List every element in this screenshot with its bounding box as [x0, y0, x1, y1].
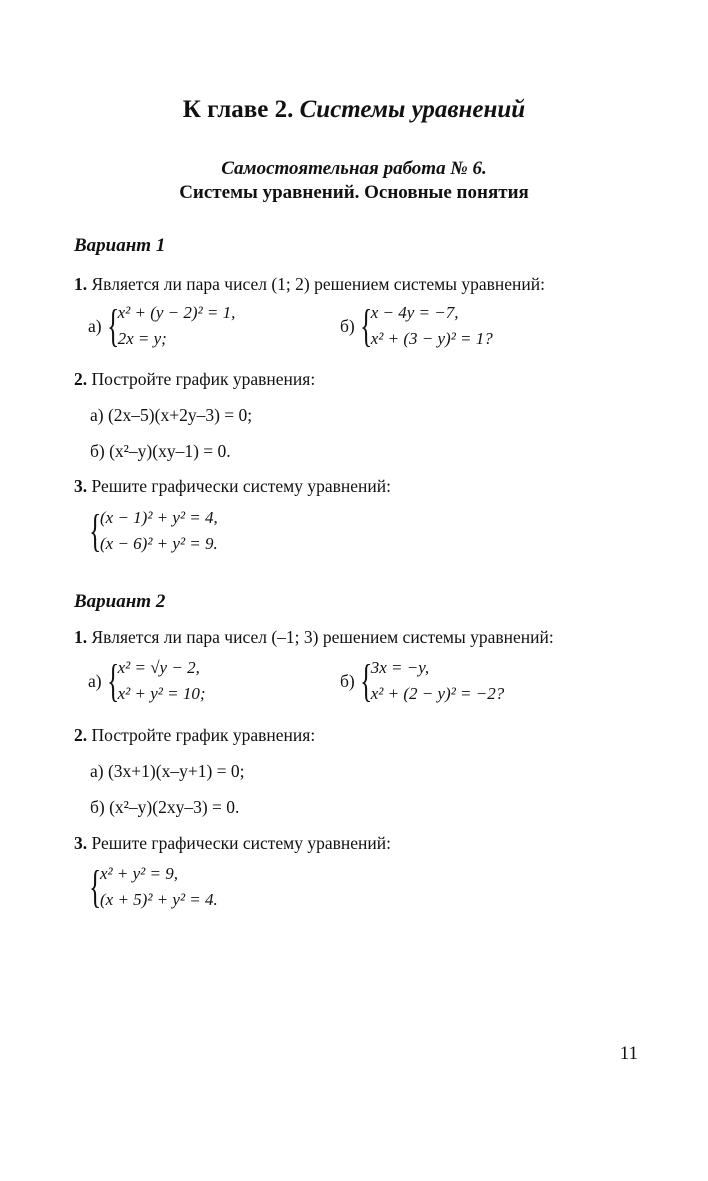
brace-icon: {	[106, 655, 119, 706]
brace-icon: {	[359, 655, 373, 706]
chapter-title: Системы уравнений	[299, 96, 526, 123]
v2-system-a	[88, 655, 206, 707]
task-text: Постройте график уравнения:	[91, 369, 316, 389]
equation: x − 4y = −7,	[370, 303, 459, 322]
v1-task1	[74, 274, 545, 295]
brace-icon: {	[89, 861, 102, 912]
task-text: Решите графически систему уравнений:	[91, 476, 391, 496]
page-number: 11	[619, 1043, 638, 1064]
v2-system-b	[340, 655, 504, 707]
system-label: б)	[340, 670, 355, 691]
task-text: Решите графически систему уравнений:	[91, 833, 391, 853]
task-text: Является ли пара чисел (1; 2) решением системы уравнений:	[91, 274, 545, 294]
v2-task2	[74, 725, 315, 746]
equation: x² + y² = 9,	[100, 864, 178, 883]
brace-icon: {	[89, 505, 102, 556]
equation: (x + 5)² + y² = 4.	[100, 890, 218, 909]
variant-1-title: Вариант 1	[74, 235, 166, 256]
equation: x² + (2 − y)² = −2?	[370, 684, 505, 703]
work-subtitle: Системы уравнений. Основные понятия	[179, 182, 529, 203]
task-number: 2.	[74, 725, 88, 745]
v1-task3	[74, 476, 391, 497]
v2-task2-b: б) (x²–y)(2xy–3) = 0.	[90, 797, 240, 817]
chapter-heading	[0, 96, 708, 124]
task-number: 2.	[74, 369, 88, 389]
v1-task3-system	[86, 505, 218, 557]
v1-system-a	[88, 300, 235, 352]
v2-task3	[74, 833, 391, 854]
v1-system-b	[340, 300, 493, 352]
v2-task3-system	[86, 861, 218, 913]
equation: x² = √y − 2,	[117, 658, 200, 677]
task-text: Постройте график уравнения:	[91, 725, 316, 745]
equation: x² + (y − 2)² = 1,	[117, 303, 236, 322]
system-label: а)	[88, 315, 102, 336]
equation: x² + (3 − y)² = 1?	[370, 329, 493, 348]
v1-task2-b: б) (x²–y)(xy–1) = 0.	[90, 441, 231, 461]
task-text: Является ли пара чисел (–1; 3) решением системы уравнений:	[91, 627, 554, 647]
system-label: а)	[88, 670, 102, 691]
equation: (x − 1)² + y² = 4,	[100, 508, 218, 527]
task-number: 1.	[74, 274, 88, 294]
equation: x² + y² = 10;	[117, 684, 206, 703]
v1-task2-a: а) (2x–5)(x+2y–3) = 0;	[90, 405, 253, 425]
v2-task2-a: а) (3x+1)(x–y+1) = 0;	[90, 761, 245, 781]
v2-task1	[74, 627, 554, 648]
equation: 2x = y;	[117, 329, 167, 348]
work-title: Самостоятельная работа № 6.	[221, 158, 487, 179]
variant-2-title: Вариант 2	[74, 591, 166, 612]
brace-icon: {	[106, 300, 119, 351]
chapter-prefix: К главе 2.	[182, 96, 294, 123]
task-number: 3.	[74, 476, 88, 496]
task-number: 1.	[74, 627, 88, 647]
v1-task2	[74, 369, 315, 390]
equation: (x − 6)² + y² = 9.	[100, 534, 218, 553]
brace-icon: {	[359, 300, 373, 351]
task-number: 3.	[74, 833, 88, 853]
system-label: б)	[340, 315, 355, 336]
equation: 3x = −y,	[370, 658, 430, 677]
